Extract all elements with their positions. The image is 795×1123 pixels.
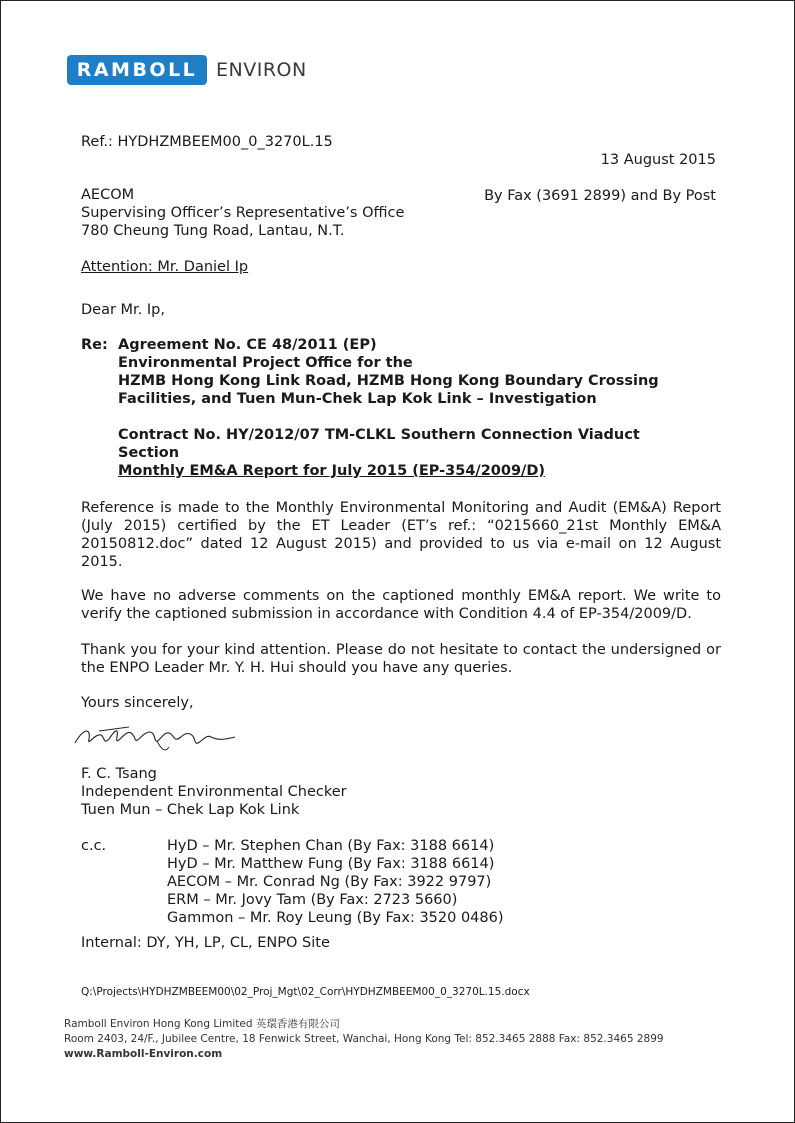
letter-date: 13 August 2015 [600,152,716,168]
cc-list [167,837,504,927]
internal-distribution: Internal: DY, YH, LP, CL, ENPO Site [81,935,330,951]
recipient-address: 780 Cheung Tung Road, Lantau, N.T. [81,223,345,239]
contract-line: Contract No. HY/2012/07 TM-CLKL Southern Connection Viaduct [118,427,640,443]
contract-line: Section [118,445,180,461]
signatory-name: F. C. Tsang [81,766,157,782]
attention-line: Attention: Mr. Daniel Ip [81,259,249,275]
cc-entry: HyD – Mr. Stephen Chan (By Fax: 3188 6614) [167,838,495,854]
footer-company: Ramboll Environ Hong Kong Limited 英環香港有限公司 [64,1018,340,1030]
handwritten-signature [69,719,239,755]
signatory-project: Tuen Mun – Chek Lap Kok Link [81,802,300,818]
body-paragraph: We have no adverse comments on the captioned monthly EM&A report. We write to verify the captioned submission in accordance with Condition 4.4 of EP-354/2009/D. [81,588,721,622]
environ-logo-text: ENVIRON [216,59,307,81]
salutation: Dear Mr. Ip, [81,302,165,318]
cc-entry: AECOM – Mr. Conrad Ng (By Fax: 3922 9797) [167,874,492,890]
footer-website: www.Ramboll-Environ.com [64,1048,223,1060]
footer-address: Room 2403, 24/F., Jubilee Centre, 18 Fenwick Street, Wanchai, Hong Kong Tel: 852.3465 2888 Fax: 852.3465 2899 [64,1033,664,1045]
subject-line: Environmental Project Office for the [118,355,413,371]
cc-entry: Gammon – Mr. Roy Leung (By Fax: 3520 0486) [167,910,504,926]
body-paragraph: Thank you for your kind attention. Please do not hesitate to contact the undersigned or the ENPO Leader Mr. Y. H. Hui should you have any queries. [81,642,721,676]
subject-lines [118,336,659,480]
closing: Yours sincerely, [81,695,194,711]
subject-line: HZMB Hong Kong Link Road, HZMB Hong Kong Boundary Crossing [118,373,659,389]
re-label: Re: [81,337,108,353]
ramboll-logo: RAMBOLL [67,55,207,85]
body-paragraph: Reference is made to the Monthly Environmental Monitoring and Audit (EM&A) Report (July 2015) certified by the ET Leader (ET’s ref.: “0215660_21st Monthly EM&A 20150812.doc” dated 12 August 2015) and provided to us via e-mail on 12 August 2015. [81,500,721,570]
delivery-method: By Fax (3691 2899) and By Post [484,188,716,204]
file-path: Q:\Projects\HYDHZMBEEM00\02_Proj_Mgt\02_Corr\HYDHZMBEEM00_0_3270L.15.docx [81,986,530,998]
reference-number: Ref.: HYDHZMBEEM00_0_3270L.15 [81,134,333,150]
cc-label: c.c. [81,838,107,854]
report-title: Monthly EM&A Report for July 2015 (EP-354/2009/D) [118,463,546,479]
subject-line: Facilities, and Tuen Mun-Chek Lap Kok Link – Investigation [118,391,597,407]
company-footer [64,1017,664,1062]
recipient-office: Supervising Officer’s Representative’s Office [81,205,405,221]
subject-line: Agreement No. CE 48/2011 (EP) [118,337,377,353]
cc-entry: HyD – Mr. Matthew Fung (By Fax: 3188 6614) [167,856,495,872]
signatory-title: Independent Environmental Checker [81,784,347,800]
recipient-name: AECOM [81,187,135,203]
cc-entry: ERM – Mr. Jovy Tam (By Fax: 2723 5660) [167,892,458,908]
